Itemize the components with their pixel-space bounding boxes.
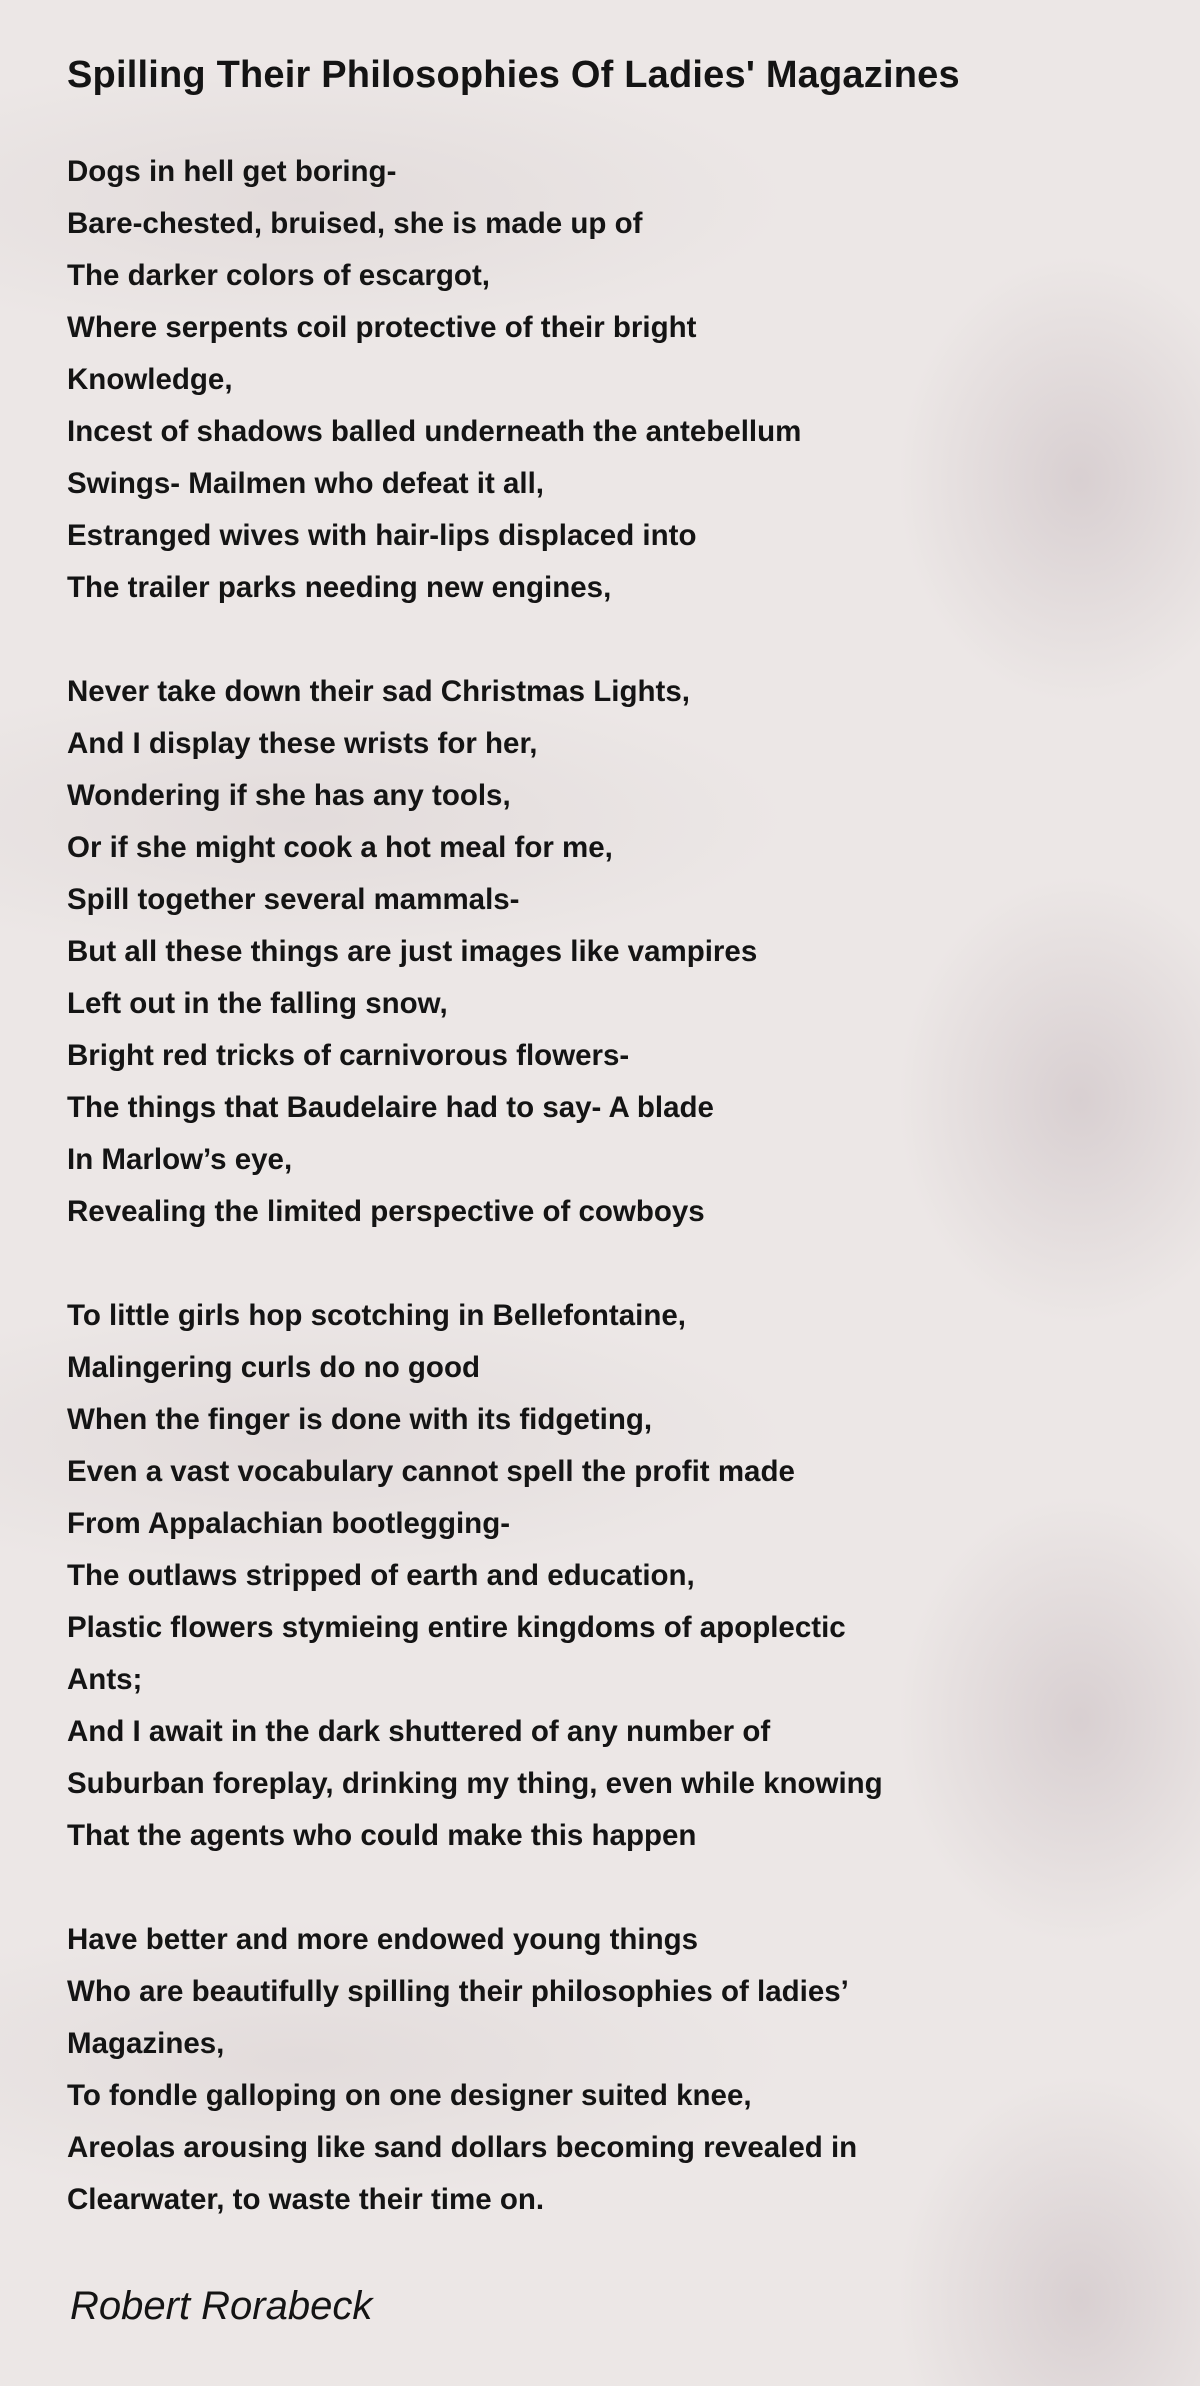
poem-line: And I display these wrists for her,: [67, 727, 538, 760]
poem-line: Ants;: [67, 1663, 143, 1696]
poem-line: Spill together several mammals-: [67, 883, 520, 916]
poem-line: Areolas arousing like sand dollars becoming revealed in: [67, 2131, 858, 2164]
poem-line: Where serpents coil protective of their bright: [67, 311, 697, 344]
poem-title: Spilling Their Philosophies Of Ladies' Magazines: [67, 54, 960, 96]
poem-line: Swings- Mailmen who defeat it all,: [67, 467, 544, 500]
poem-line: Plastic flowers stymieing entire kingdoms of apoplectic: [67, 1611, 846, 1644]
poem-line: Bright red tricks of carnivorous flowers-: [67, 1039, 630, 1072]
poem-line: Revealing the limited perspective of cowboys: [67, 1195, 705, 1228]
poem-line: To little girls hop scotching in Bellefontaine,: [67, 1299, 686, 1332]
poem-line: In Marlow’s eye,: [67, 1143, 293, 1176]
poem-line: Knowledge,: [67, 363, 233, 396]
poem-line: The outlaws stripped of earth and education,: [67, 1559, 695, 1592]
stanza-1: [67, 146, 1147, 614]
poem-line: Dogs in hell get boring-: [67, 155, 397, 188]
poem-line: But all these things are just images like vampires: [67, 935, 758, 968]
poem-line: Who are beautifully spilling their philosophies of ladies’: [67, 1975, 849, 2008]
poem-line: To fondle galloping on one designer suited knee,: [67, 2079, 752, 2112]
poem-line: Even a vast vocabulary cannot spell the profit made: [67, 1455, 795, 1488]
poem-line: Clearwater, to waste their time on.: [67, 2183, 545, 2216]
poem-line: And I await in the dark shuttered of any number of: [67, 1715, 771, 1748]
poem-line: When the finger is done with its fidgeting,: [67, 1403, 653, 1436]
poem-line: Incest of shadows balled underneath the antebellum: [67, 415, 802, 448]
poem-line: That the agents who could make this happen: [67, 1819, 697, 1852]
poem-line: Have better and more endowed young things: [67, 1923, 699, 1956]
poem-container: [67, 46, 1147, 2334]
stanza-3: [67, 1290, 1147, 1862]
poem-line: Left out in the falling snow,: [67, 987, 448, 1020]
poem-body: [67, 146, 1147, 2226]
poem-line: From Appalachian bootlegging-: [67, 1507, 511, 1540]
poem-line: Never take down their sad Christmas Lights,: [67, 675, 690, 708]
poem-line: Malingering curls do no good: [67, 1351, 480, 1384]
poem-author: Robert Rorabeck: [70, 2284, 373, 2328]
poem-line: Suburban foreplay, drinking my thing, even while knowing: [67, 1767, 883, 1800]
poem-line: The darker colors of escargot,: [67, 259, 490, 292]
stanza-4: [67, 1914, 1147, 2226]
poem-line: The trailer parks needing new engines,: [67, 571, 612, 604]
poem-line: Or if she might cook a hot meal for me,: [67, 831, 613, 864]
poem-line: Wondering if she has any tools,: [67, 779, 511, 812]
poem-line: The things that Baudelaire had to say- A blade: [67, 1091, 714, 1124]
poem-line: Bare-chested, bruised, she is made up of: [67, 207, 643, 240]
poem-line: Estranged wives with hair-lips displaced into: [67, 519, 697, 552]
stanza-2: [67, 666, 1147, 1238]
poem-line: Magazines,: [67, 2027, 225, 2060]
